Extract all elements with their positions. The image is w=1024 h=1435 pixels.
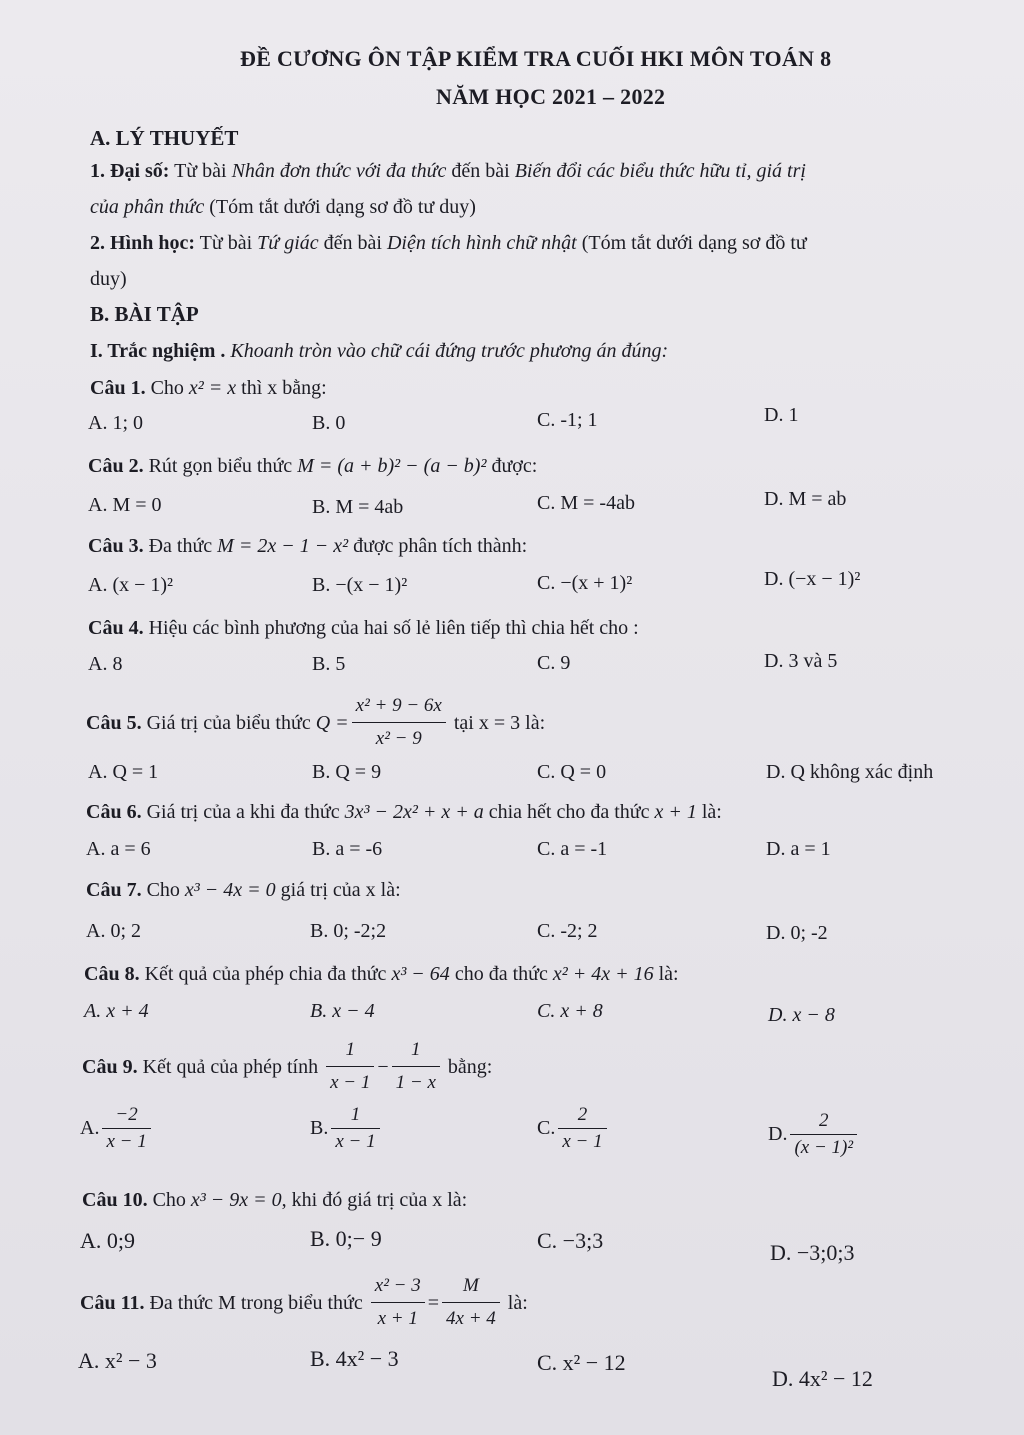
fraction-denominator: x + 1 [377,1308,418,1329]
fraction-denominator: 1 − x [395,1072,436,1093]
question-text-after: bằng: [447,1055,493,1078]
question-text-after: được: [491,455,538,477]
q5-option-a[interactable]: A. Q = 1 [88,761,159,783]
q11-option-a[interactable]: A. x² − 3 [78,1348,157,1373]
fraction-denominator: x² − 9 [375,728,422,749]
q1-option-c[interactable]: C. -1; 1 [537,409,598,431]
fraction-denominator: (x − 1)² [794,1137,854,1158]
q11-option-b[interactable]: B. 4x² − 3 [310,1346,399,1371]
fraction-numerator: 1 [331,1104,379,1129]
minus-operator: − [377,1055,389,1078]
question-text-after: tại x = 3 là: [453,711,546,734]
question-4 [88,614,639,642]
q2-option-b[interactable]: B. M = 4ab [312,496,404,518]
question-label: Câu 10. [82,1189,148,1211]
option-fraction [102,1104,150,1153]
fraction-numerator: 1 [392,1036,440,1067]
section-b-heading: B. BÀI TẬP [90,302,199,326]
q5-option-b[interactable]: B. Q = 9 [312,761,382,783]
fraction-numerator: 2 [790,1110,857,1135]
q9-fraction-2 [392,1036,440,1097]
fraction-denominator: x − 1 [106,1131,147,1152]
question-text: Đa thức [148,535,213,557]
question-expression: x³ − 9x = 0 [190,1189,282,1211]
question-text-after: là: [701,801,722,823]
algebra-note: (Tóm tắt dưới dạng sơ đồ tư duy) [209,196,476,218]
question-label: Câu 4. [88,617,144,639]
q8-option-d[interactable]: D. x − 8 [768,1004,835,1026]
option-fraction [558,1104,606,1153]
algebra-label: 1. Đại số: [90,160,170,182]
section1-instruction: Khoanh tròn vào chữ cái đứng trước phương án đúng: [230,340,669,362]
fraction-numerator: x² + 9 − 6x [352,692,446,723]
q7-option-d[interactable]: D. 0; -2 [766,922,828,944]
q6-option-b[interactable]: B. a = -6 [312,838,383,860]
school-year: NĂM HỌC 2021 – 2022 [436,84,666,109]
question-expression: M = (a + b)² − (a − b)² [297,455,487,477]
geometry-line-2: duy) [90,268,127,290]
section-a-heading: A. LÝ THUYẾT [90,126,239,150]
option-fraction [790,1110,857,1159]
geometry-note: (Tóm tắt dưới dạng sơ đồ tư [581,232,807,254]
question-text: Hiệu các bình phương của hai số lẻ liên tiếp thì chia hết cho : [148,617,639,639]
q11-option-c[interactable]: C. x² − 12 [537,1350,626,1375]
multiple-choice-header [90,338,668,364]
q8-option-b[interactable]: B. x − 4 [310,1000,375,1022]
question-text: Rút gọn biểu thức [148,455,293,477]
question-text-after: giá trị của x là: [280,879,401,901]
q8-option-a[interactable]: A. x + 4 [84,1000,149,1022]
question-expression: x³ − 64 [391,963,450,985]
fraction-numerator: 2 [558,1104,606,1129]
question-label: Câu 2. [88,455,144,477]
q1-option-a[interactable]: A. 1; 0 [88,412,143,434]
question-10 [82,1186,467,1214]
question-text: Kết quả của phép chia đa thức [144,963,387,985]
q2-option-a[interactable]: A. M = 0 [88,494,162,516]
q1-option-b[interactable]: B. 0 [312,412,346,434]
question-label: Câu 3. [88,535,144,557]
fraction-numerator: 1 [326,1036,374,1067]
q5-option-d[interactable]: D. Q không xác định [766,761,934,783]
q2-option-d[interactable]: D. M = ab [764,488,847,510]
algebra-mid: đến bài [451,160,510,182]
question-text-after: là: [507,1291,528,1314]
option-letter: A. [80,1117,100,1139]
question-expression: 3x³ − 2x² + x + a [344,801,484,823]
question-text: Cho [146,879,180,901]
q5-option-c[interactable]: C. Q = 0 [537,761,607,783]
question-11 [80,1272,528,1333]
question-8 [84,960,679,988]
q3-option-c[interactable]: C. −(x + 1)² [537,572,633,594]
question-text: Đa thức M trong biểu thức [149,1291,363,1314]
fraction-numerator: M [442,1272,500,1303]
q7-option-c[interactable]: C. -2; 2 [537,920,598,942]
q11-fraction-1 [371,1272,425,1333]
question-9 [82,1036,492,1097]
question-text: Kết quả của phép tính [142,1055,319,1078]
geometry-lesson-end: Diện tích hình chữ nhật [386,232,577,254]
question-3 [88,532,527,560]
algebra-lesson-start: Nhân đơn thức với đa thức [231,160,447,182]
question-text-mid: chia hết cho đa thức [488,801,650,823]
q8-option-c[interactable]: C. x + 8 [537,1000,603,1022]
question-label: Câu 9. [82,1055,138,1078]
question-2 [88,452,537,480]
fraction-denominator: x − 1 [335,1131,376,1152]
question-expression: M = 2x − 1 − x² [217,535,349,557]
fraction-denominator: x − 1 [562,1131,603,1152]
question-text: Giá trị của biểu thức [146,711,311,734]
question-1 [90,374,327,402]
option-letter: C. [537,1117,556,1139]
q4-option-c[interactable]: C. 9 [537,652,571,674]
q3-option-b[interactable]: B. −(x − 1)² [312,574,408,596]
q9-fraction-1 [326,1036,374,1097]
geometry-pre: Từ bài [199,232,253,254]
section1-label: I. Trắc nghiệm . [90,340,226,362]
q3-option-a[interactable]: A. (x − 1)² [88,574,174,596]
question-6 [86,798,722,826]
geometry-line-1 [90,230,807,256]
q10-option-c[interactable]: C. −3;3 [537,1228,604,1253]
question-label: Câu 5. [86,711,142,734]
question-text-after: thì x bằng: [241,377,327,399]
question-label: Câu 7. [86,879,142,901]
algebra-line-1 [90,158,806,184]
algebra-pre: Từ bài [174,160,227,182]
question-5 [86,692,545,753]
fraction-numerator: −2 [102,1104,150,1129]
document-title: ĐỀ CƯƠNG ÔN TẬP KIỂM TRA CUỐI HKI MÔN TOÁN 8 [240,46,832,71]
algebra-lesson-end: Biến đổi các biểu thức hữu tỉ, giá trị [514,160,806,182]
q11-fraction-2 [442,1272,500,1333]
expression-lhs: Q = [315,711,349,734]
option-fraction [331,1104,379,1153]
q3-option-d[interactable]: D. (−x − 1)² [764,568,861,590]
q4-option-b[interactable]: B. 5 [312,653,346,675]
q10-option-d[interactable]: D. −3;0;3 [770,1240,855,1265]
option-letter: D. [768,1123,788,1145]
question-expression: x² = x [188,377,237,399]
geometry-lesson-start: Tứ giác [257,232,319,254]
q9-option-c[interactable] [537,1104,610,1153]
q9-option-b[interactable] [310,1104,383,1153]
question-label: Câu 6. [86,801,142,823]
question-expression-2: x + 1 [654,801,697,823]
question-label: Câu 11. [80,1291,145,1314]
q6-option-a[interactable]: A. a = 6 [86,838,151,860]
q5-fraction [352,692,446,753]
q1-option-d[interactable]: D. 1 [764,404,799,426]
q7-option-b[interactable]: B. 0; -2;2 [310,920,387,942]
q6-option-c[interactable]: C. a = -1 [537,838,608,860]
fraction-denominator: x − 1 [330,1072,371,1093]
question-text-mid: cho đa thức [454,963,548,985]
algebra-lesson-end-2: của phân thức [90,196,205,218]
q10-option-a[interactable]: A. 0;9 [80,1228,135,1253]
q11-option-d[interactable]: D. 4x² − 12 [772,1366,873,1391]
fraction-numerator: x² − 3 [371,1272,425,1303]
question-label: Câu 1. [90,377,146,399]
option-letter: B. [310,1117,329,1139]
q9-option-a[interactable] [80,1104,154,1153]
geometry-label: 2. Hình học: [90,232,196,254]
question-text-after: là: [658,963,679,985]
q4-option-d[interactable]: D. 3 và 5 [764,650,838,672]
question-text: Cho [150,377,184,399]
q9-option-d[interactable] [768,1110,860,1159]
question-text: Giá trị của a khi đa thức [146,801,340,823]
algebra-line-2 [90,194,476,220]
q2-option-c[interactable]: C. M = -4ab [537,492,635,514]
question-expression-2: x² + 4x + 16 [552,963,654,985]
q10-option-b[interactable]: B. 0;− 9 [310,1226,382,1251]
question-expression: x³ − 4x = 0 [184,879,276,901]
q7-option-a[interactable]: A. 0; 2 [86,920,141,942]
q4-option-a[interactable]: A. 8 [88,653,123,675]
question-text-after: , khi đó giá trị của x là: [281,1189,468,1211]
question-text: Cho [152,1189,186,1211]
question-7 [86,876,401,904]
q6-option-d[interactable]: D. a = 1 [766,838,831,860]
equals-sign: = [427,1291,440,1314]
question-text-after: được phân tích thành: [353,535,528,557]
geometry-mid: đến bài [323,232,382,254]
question-label: Câu 8. [84,963,140,985]
fraction-denominator: 4x + 4 [446,1308,496,1329]
